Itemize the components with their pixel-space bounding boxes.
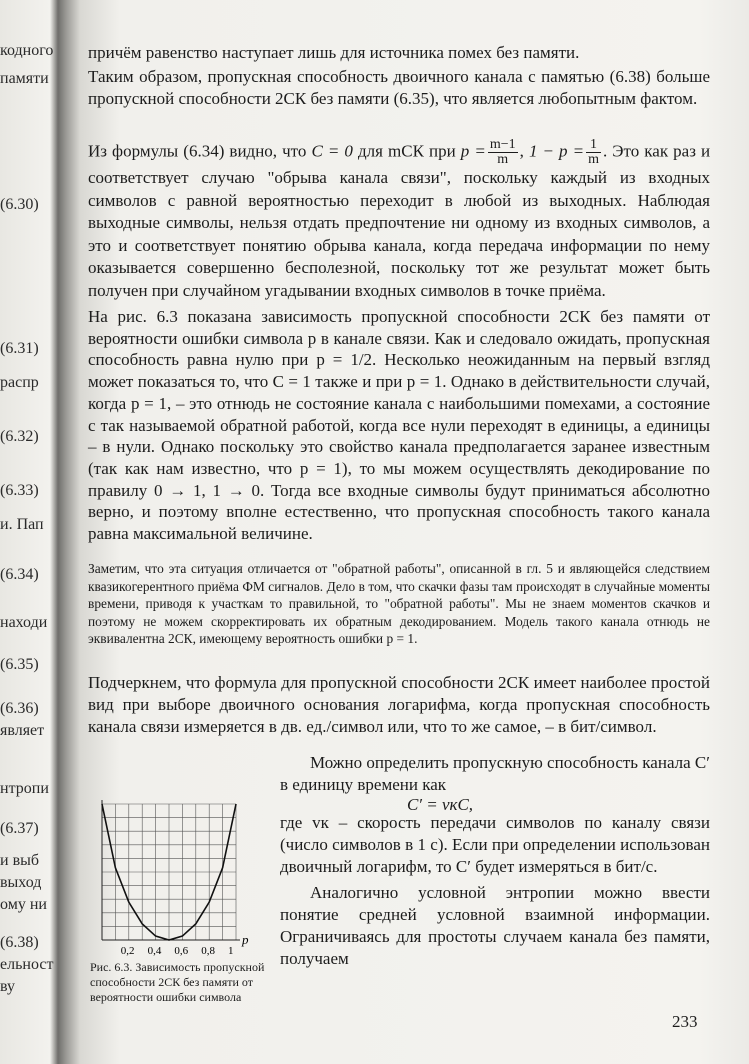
- x-tick-label: 0,4: [147, 945, 162, 957]
- paragraph-capacity-per-time: Можно определить пропускную способность канала C′ в единицу времени как: [280, 753, 710, 794]
- formula-c-prime: C′ = vкC,: [406, 795, 474, 814]
- margin-fragment: выход: [0, 874, 42, 891]
- margin-fragment: ому ни: [0, 896, 47, 913]
- capacity-chart: [90, 790, 250, 960]
- x-axis-label: p: [242, 932, 249, 947]
- margin-fragment: (6.36): [0, 700, 39, 717]
- margin-fragment: кодного: [0, 42, 54, 59]
- paragraph-capacity-comparison: Таким образом, пропускная способность двоичного канала с памятью (6.38) больше пропускной способности 2СК без памяти (6.35), что является любопытным фактом.: [88, 67, 710, 108]
- fraction-numerator: 1: [586, 138, 601, 153]
- margin-fragment: (6.31): [0, 340, 39, 357]
- fraction-m-minus-1-over-m: [488, 138, 518, 167]
- margin-fragment: являет: [0, 722, 45, 739]
- chart-grid: [102, 804, 236, 940]
- text-segment: для: [357, 141, 383, 161]
- margin-fragment: и. Пап: [0, 516, 44, 533]
- margin-fragment: ельност: [0, 956, 54, 973]
- x-tick-label: 1: [228, 945, 234, 957]
- x-tick-label: 0,8: [201, 945, 215, 957]
- margin-fragment: (6.32): [0, 428, 39, 445]
- margin-fragment: находи: [0, 614, 48, 631]
- margin-fragment: ву: [0, 978, 16, 995]
- x-tick-label: 0,6: [174, 945, 189, 957]
- margin-fragment: (6.38): [0, 934, 39, 951]
- margin-fragment: (6.30): [0, 196, 39, 213]
- paragraph-conditional-information: Аналогично условной энтропии можно ввести понятие средней условной взаимной информации. Ограничиваясь для простоты случаем канала без памяти, получаем: [280, 883, 710, 968]
- text-segment: . Это как раз и соответствует случаю "обрыва канала связи", поскольку каждый из входных символов с равной вероятностью переходит в любой из выходных. Наблюдая выходные символы, нельзя отдать предпочтение ни одному из входных символов, а это и соответствует понятию обрыва канала, когда передача информации по нему оказывается совершенно бесполезной, поскольку тот же результат может быть получен при случайном угадывании входных символов в точке приёма.: [88, 141, 711, 300]
- text-segment: mСК при: [388, 141, 456, 161]
- margin-fragment: (6.34): [0, 566, 39, 583]
- fraction-1-over-m: [586, 138, 601, 167]
- formula-1-minus-p: 1 − p =: [528, 141, 585, 161]
- page-number: 233: [672, 1012, 698, 1031]
- formula-c-zero: C = 0: [311, 141, 353, 161]
- figure-caption: Рис. 6.3. Зависимость пропускной способности 2СК без памяти от вероятности ошибки символа: [90, 960, 265, 1004]
- paragraph-channel-break: [88, 138, 710, 302]
- fraction-numerator: m−1: [489, 137, 516, 152]
- margin-fragment: (6.33): [0, 482, 39, 499]
- paragraph-figure-discussion: На рис. 6.3 показана зависимость пропускной способности 2СК без памяти от вероятности ошибки символа p в канале связи. Как и следовало ожидать, пропускная способность равна нулю при p = 1/2. Несколько неожиданным на первый взгляд может показаться то, что C = 1 также и при p = 1. Однако в действительности случай, когда p = 1, – это отнюдь не состояние канала с наибольшими помехами, а состояние с так называемой обратной работой, когда все нули переходят в единицы, а единицы – в нули. Однако поскольку это свойство канала предполагается заранее известным (так как нам известно, что p = 1), то мы можем осуществлять декодирование по правилу 0 → 1, 1 → 0. Тогда все входные символы будут приниматься абсолютно верно, и поэтому вполне естественно, что пропускная способность такого канала равна максимальной величине.: [88, 307, 710, 544]
- text-segment: Из формулы (6.34) видно, что: [88, 141, 307, 161]
- x-tick-labels: [121, 945, 234, 957]
- margin-fragment: и выб: [0, 852, 40, 869]
- fraction-denominator: m: [497, 152, 509, 167]
- note-reverse-operation: Заметим, что эта ситуация отличается от "обратной работы", описанной в гл. 5 и являющейся следствием квазикогерентного приёма ФМ сигналов. Дело в том, что скачки фазы там происходят в случайные моменты времени, приводя к участкам то правильной, то "обратной работы". Мы не знаем моментов скачков и поэтому не можем скорректировать их обратным декодированием. Модель такого канала отнюдь не эквивалентна 2СК, имеющему вероятность ошибки p = 1.: [88, 561, 710, 646]
- formula-p: p =: [460, 141, 486, 161]
- paragraph-continuation: причём равенство наступает лишь для источника помех без памяти.: [88, 43, 580, 62]
- margin-fragment: (6.37): [0, 820, 39, 837]
- text-segment: ,: [519, 141, 524, 161]
- margin-fragment: (6.35): [0, 656, 39, 673]
- margin-fragment: памяти: [0, 70, 49, 87]
- margin-fragment: распр: [0, 374, 39, 391]
- margin-fragment: нтропи: [0, 780, 49, 797]
- fraction-denominator: m: [588, 152, 599, 167]
- paragraph-binary-log: Подчеркнем, что формула для пропускной способности 2СК имеет наиболее простой вид при выборе двоичного основания логарифма, когда пропускная способность канала связи измеряется в дв. ед./символ или, что то же самое, – в бит/символ.: [88, 673, 710, 736]
- paragraph-symbol-rate: где vк – скорость передачи символов по каналу связи (число символов в 1 с). Если при определении использован двоичный логарифм, то C′ будет измеряться в бит/с.: [280, 813, 710, 876]
- x-tick-label: 0,2: [120, 945, 135, 957]
